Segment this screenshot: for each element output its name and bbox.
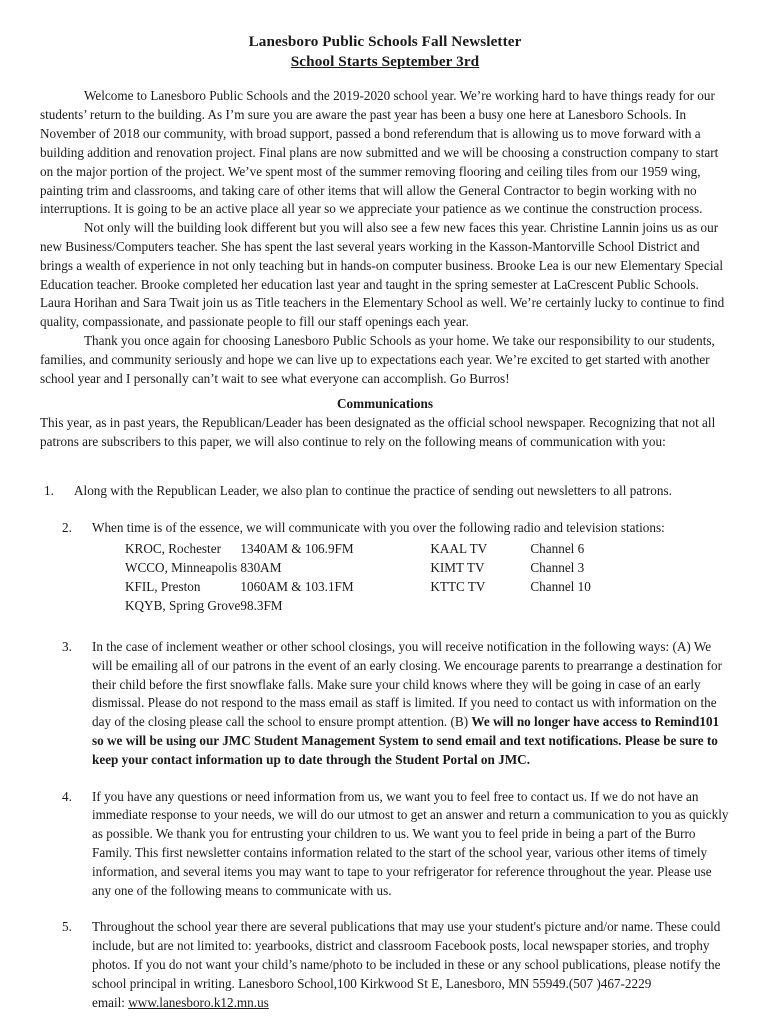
table-row <box>40 597 640 616</box>
radio-station-name: KFIL, Preston <box>125 579 201 595</box>
intro-paragraph-1: Welcome to Lanesboro Public Schools and the 2019-2020 school year. We’re working hard to have things ready for our students’ return to the building. As I’m sure you are aware the past year has been a busy one here at Lanesboro Schools. In November of 2018 our community, with broad support, passed a bond referendum that is allowing us to move forward with a building addition and renovation project. Final plans are now submitted and we will be choosing a construction company to start on the major portion of the project. We’ve spent most of the summer removing flooring and ceiling tiles from our 1959 wing, painting trim and classrooms, and taking care of other items that will allow the General Contractor to begin working with no interruptions. It is going to be an active place all year so we appreciate your patience as we continue the construction process. <box>40 88 719 217</box>
radio-station-frequency: 830AM <box>240 560 282 576</box>
radio-station-name: KROC, Rochester <box>125 541 221 557</box>
list-item-4-number: 4. <box>62 788 72 804</box>
communications-heading: Communications <box>337 396 433 412</box>
spacer <box>40 616 730 638</box>
tv-station-channel: Channel 6 <box>530 541 585 557</box>
station-table <box>40 540 640 616</box>
radio-station-name: KQYB, Spring Grove <box>125 598 241 614</box>
tv-station-name: KAAL TV <box>430 541 488 557</box>
spacer <box>40 452 730 482</box>
tv-station-channel <box>530 597 640 616</box>
tv-station-name <box>430 597 530 616</box>
table-row <box>40 540 640 559</box>
communications-intro: This year, as in past years, the Republican/Leader has been designated as the official school newspaper. Recognizing that not all patrons are subscribers to this paper, we will also continue to rely on the following means of communication with you: <box>40 415 716 449</box>
list-item-1-number: 1. <box>44 482 54 498</box>
page-subtitle <box>40 52 730 72</box>
list-item-4-text: If you have any questions or need information from us, we want you to feel free to contact us. If we do not have an immediate response to your needs, we will do our utmost to get an answer and return a communication to you as quickly as possible. We thank you for entrusting your children to us. We want you to feel pride in being a part of the Burro Family. This first newsletter contains information related to the start of the school year, various other items of timely information, and several items you may want to tape to your refrigerator for reference throughout the year. Please use any one of the following means to communicate with us. <box>92 788 729 898</box>
list-item-1 <box>44 482 730 501</box>
list-item-2-number: 2. <box>62 519 72 535</box>
radio-station-name: WCCO, Minneapolis <box>125 560 238 576</box>
list-item-5 <box>62 918 730 1012</box>
table-row <box>40 559 640 578</box>
tv-station-channel: Channel 10 <box>530 579 591 595</box>
table-row <box>40 578 640 597</box>
tv-station-name: KIMT TV <box>430 560 485 576</box>
list-item-4 <box>62 788 730 901</box>
spacer <box>40 900 730 918</box>
list-item-5-number: 5. <box>62 919 72 935</box>
list-item-3-text-bold: We will no longer have access to Remind101 so we will be using our JMC Student Management System to send email and text notifications. Please be sure to keep your contact information up to date through the Student Portal on JMC. <box>92 714 720 767</box>
radio-station-frequency: 98.3FM <box>240 598 283 614</box>
list-item-5-text-body: Throughout the school year there are several publications that may use your student's picture and/or name. These could include, but are not limited to: yearbooks, district and classroom Facebook posts, local newspaper stories, and trophy photos. If you do not want your child’s name/photo to be included in these or any school publications, please notify the school principal in writing. Lanesboro School,100 Kirkwood St E, Lanesboro, MN 55949.(507 )467-2229 <box>92 919 721 991</box>
page-title: Lanesboro Public Schools Fall Newsletter <box>248 33 522 50</box>
tv-station-name: KTTC TV <box>430 579 486 595</box>
station-table-body <box>40 540 640 616</box>
list-item-1-text: Along with the Republican Leader, we also plan to continue the practice of sending out newsletters to all patrons. <box>74 482 672 498</box>
spacer <box>40 770 730 788</box>
list-item-3-text <box>92 638 730 770</box>
list-item-5-text <box>92 918 730 1012</box>
intro-paragraph-2: Not only will the building look different but you will also see a few new faces this year. Christine Lannin joins us as our new Business/Computers teacher. She has spent the last several years working in the Kasson-Mantorville School District and brings a wealth of experience in not only teaching but in hands-on computer business. Brooke Lea is our new Elementary Special Education teacher. Brooke completed her education last year and taught in the spring semester at LaCrescent Public Schools. Laura Horihan and Sara Twait join us as Title teachers in the Elementary School as well. We’re certainly lucky to continue to find quality, compassionate, and passionate people to fill our staff openings each year. <box>40 220 725 330</box>
radio-station-frequency: 1340AM & 106.9FM <box>240 541 354 557</box>
school-website-link[interactable]: www.lanesboro.k12.mn.us <box>128 994 269 1010</box>
spacer <box>40 74 730 87</box>
list-item-3 <box>62 638 730 770</box>
intro-paragraph-3: Thank you once again for choosing Lanesboro Public Schools as your home. We take our responsibility to our students, families, and community seriously and hope we can live up to expectations each year. We’re excited to get started with another school year and I personally can’t wait to see what everyone can accomplish. Go Burros! <box>40 333 715 386</box>
list-item-3-number: 3. <box>62 638 72 654</box>
list-item-2-text: When time is of the essence, we will communicate with you over the following radio and television stations: <box>92 519 665 535</box>
spacer <box>40 388 730 395</box>
page-subtitle-text: School Starts September 3rd <box>290 53 480 71</box>
list-item-3-text-plain: In the case of inclement weather or other school closings, you will receive notification in the following ways: (A) We will be emailing all of our patrons in the event of an early closing. We encourage parents to prearrange a destination for their child before the first snowflake falls. Make sure your child knows where they will be going in case of an early dismissal. Please do not respond to the mass email as staff is limited. If you need to contact us with information on the day of the closing please call the school to ensure prompt attention. (B) <box>92 638 723 730</box>
spacer <box>40 501 730 519</box>
list-item-2 <box>62 519 730 538</box>
tv-station-channel: Channel 3 <box>530 560 585 576</box>
radio-station-frequency: 1060AM & 103.1FM <box>240 579 354 595</box>
email-label: email: <box>92 994 125 1010</box>
